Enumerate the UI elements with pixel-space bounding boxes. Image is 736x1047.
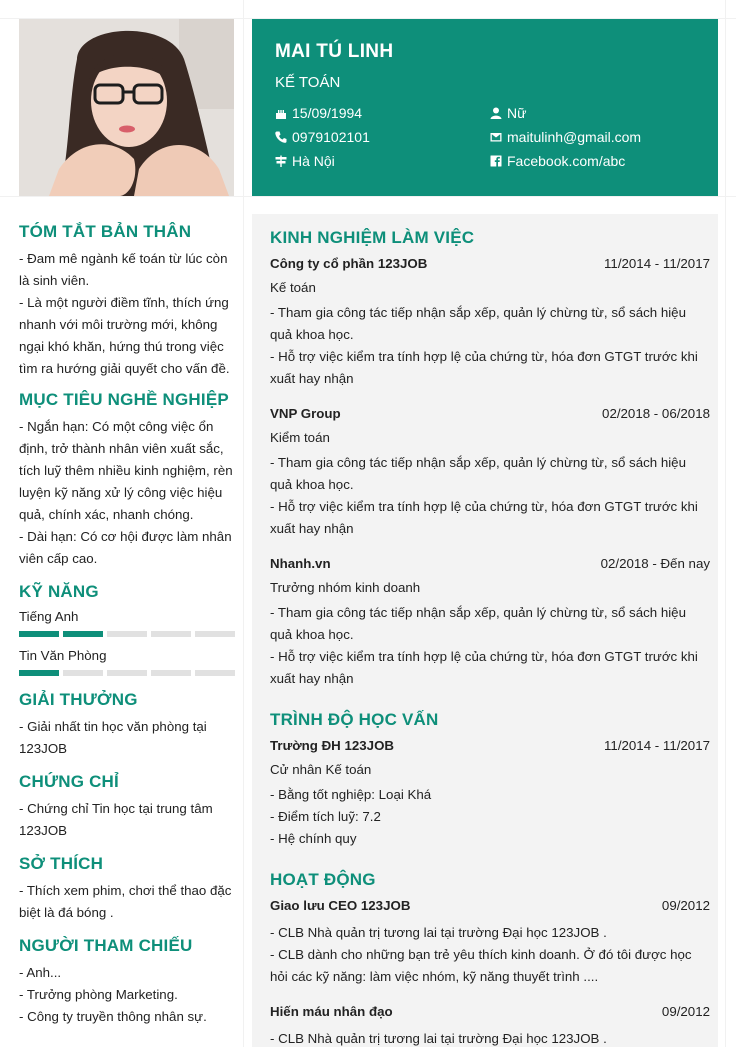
background-line xyxy=(243,0,244,1047)
entry-header xyxy=(270,404,710,424)
entry-line: - Hỗ trợ việc kiểm tra tính hợp lệ của chứng từ, hóa đơn GTGT trước khi xuất hay nhận xyxy=(270,499,698,536)
goal-section xyxy=(19,390,235,570)
experience-section xyxy=(270,228,710,690)
skill-segment xyxy=(63,670,103,676)
refs-line: - Công ty truyền thông nhân sự. xyxy=(19,1009,207,1024)
entry-organization: Nhanh.vn xyxy=(270,556,331,571)
activity-entry xyxy=(270,896,710,988)
hobbies-text: - Thích xem phim, chơi thể thao đặc biệt là đá bóng . xyxy=(19,883,232,920)
birthday-cake-icon xyxy=(275,107,287,119)
phone-value: 0979102101 xyxy=(292,129,370,145)
education-title: TRÌNH ĐỘ HỌC VẤN xyxy=(270,710,439,729)
hobbies-section xyxy=(19,854,235,924)
certs-section xyxy=(19,772,235,842)
summary-line: - Là một người điềm tĩnh, thích ứng nhanh với môi trường mới, không ngại khó khăn, hứng thú trong việc tìm ra hướng giải quyết cho vấn đề. xyxy=(19,295,230,376)
envelope-icon xyxy=(490,131,502,143)
address-row xyxy=(275,153,335,169)
activity-date: 09/2012 xyxy=(661,1004,710,1019)
entry-header xyxy=(270,736,710,756)
certs-title: CHỨNG CHỈ xyxy=(19,772,119,791)
activity-line: - CLB dành cho những bạn trẻ yêu thích kinh doanh. Ở đó tôi được học hỏi các kỹ năng: làm việc nhóm, kỹ năng thuyết trình .... xyxy=(270,947,692,984)
user-icon xyxy=(490,107,502,119)
education-date: 11/2014 - 11/2017 xyxy=(604,738,710,753)
entry-organization: Công ty cổ phần 123JOB xyxy=(270,256,428,271)
education-school: Trường ĐH 123JOB xyxy=(270,738,395,753)
entry-date: 02/2018 - Đến nay xyxy=(600,556,710,571)
awards-section xyxy=(19,690,235,760)
cv-header xyxy=(252,19,718,196)
phone-icon xyxy=(275,131,287,143)
activity-name: Hiến máu nhân đạo xyxy=(270,1004,393,1019)
entry-organization: VNP Group xyxy=(270,406,341,421)
summary-section xyxy=(19,222,235,380)
left-column xyxy=(19,214,235,1028)
skill-segment xyxy=(151,670,191,676)
entry-header xyxy=(270,254,710,274)
refs-line: - Trưởng phòng Marketing. xyxy=(19,987,178,1002)
experience-title: KINH NGHIỆM LÀM VIỆC xyxy=(270,228,475,247)
education-section xyxy=(270,710,710,850)
activity-line: - CLB Nhà quản trị tương lai tại trường Đại học 123JOB . xyxy=(270,1031,607,1046)
goal-line: - Ngắn hạn: Có một công việc ổn định, trở thành nhân viên xuất sắc, tích luỹ thêm nhiều kinh nghiệm, rèn luyện kỹ năng xử lý công việc hiệu quả, chính xác, nhanh chóng. xyxy=(19,419,233,522)
facebook-icon xyxy=(490,155,502,167)
education-line: - Điểm tích luỹ: 7.2 xyxy=(270,809,381,824)
skills-section xyxy=(19,582,235,676)
facebook-row xyxy=(490,153,625,169)
email-value[interactable]: maitulinh@gmail.com xyxy=(507,129,642,145)
activity-name: Giao lưu CEO 123JOB xyxy=(270,898,411,913)
summary-line: - Đam mê ngành kế toán từ lúc còn là sinh viên. xyxy=(19,251,228,288)
skill-name: Tin Văn Phòng xyxy=(19,648,107,663)
activities-title: HOẠT ĐỘNG xyxy=(270,870,376,889)
skill-segment xyxy=(151,631,191,637)
skill-segment xyxy=(195,670,235,676)
profile-photo xyxy=(19,19,234,196)
experience-entry xyxy=(270,554,710,690)
activity-line: - CLB Nhà quản trị tương lai tại trường Đại học 123JOB . xyxy=(270,925,607,940)
entry-position: Kế toán xyxy=(270,280,316,295)
awards-title: GIẢI THƯỞNG xyxy=(19,690,138,709)
entry-date: 11/2014 - 11/2017 xyxy=(604,256,710,271)
address-value: Hà Nội xyxy=(292,153,335,169)
entry-date: 02/2018 - 06/2018 xyxy=(602,406,710,421)
background-line xyxy=(725,0,726,1047)
entry-header xyxy=(270,554,710,574)
refs-title: NGƯỜI THAM CHIẾU xyxy=(19,936,193,955)
profile-photo-illustration xyxy=(19,19,234,196)
entry-line: - Tham gia công tác tiếp nhận sắp xếp, quản lý chừng từ, sổ sách hiệu quả khoa học. xyxy=(270,605,686,642)
education-line: - Bằng tốt nghiệp: Loại Khá xyxy=(270,787,432,802)
activity-date: 09/2012 xyxy=(661,898,710,913)
skill-name: Tiếng Anh xyxy=(19,609,79,624)
entry-line: - Tham gia công tác tiếp nhận sắp xếp, quản lý chừng từ, sổ sách hiệu quả khoa học. xyxy=(270,305,686,342)
experience-entry xyxy=(270,254,710,390)
entry-position: Trưởng nhóm kinh doanh xyxy=(270,580,421,595)
entry-line: - Hỗ trợ việc kiểm tra tính hợp lệ của chứng từ, hóa đơn GTGT trước khi xuất hay nhận xyxy=(270,349,698,386)
dob-row xyxy=(275,105,362,121)
skill-segment xyxy=(107,631,147,637)
refs-line: - Anh... xyxy=(19,965,62,980)
right-column xyxy=(270,228,710,1047)
entry-line: - Hỗ trợ việc kiểm tra tính hợp lệ của chứng từ, hóa đơn GTGT trước khi xuất hay nhận xyxy=(270,649,698,686)
email-row xyxy=(490,129,641,145)
education-degree: Cử nhân Kế toán xyxy=(270,762,372,777)
entry-header xyxy=(270,896,710,916)
entry-position: Kiểm toán xyxy=(270,430,330,445)
entry-header xyxy=(270,1002,710,1022)
skill-bar-office xyxy=(19,670,235,676)
skill-bar-english xyxy=(19,631,235,637)
skill-segment xyxy=(19,631,59,637)
goal-line: - Dài hạn: Có cơ hội được làm nhân viên cấp cao. xyxy=(19,529,232,566)
skill-segment xyxy=(107,670,147,676)
summary-title: TÓM TẮT BẢN THÂN xyxy=(19,222,192,241)
background-line xyxy=(0,196,736,197)
skill-segment xyxy=(195,631,235,637)
gender-row xyxy=(490,105,526,121)
awards-text: - Giải nhất tin học văn phòng tại 123JOB xyxy=(19,719,207,756)
activity-entry xyxy=(270,1002,710,1047)
skills-title: KỸ NĂNG xyxy=(19,582,99,601)
dob-value: 15/09/1994 xyxy=(292,105,363,121)
facebook-value[interactable]: Facebook.com/abc xyxy=(507,153,626,169)
certs-text: - Chứng chỉ Tin học tại trung tâm 123JOB xyxy=(19,801,213,838)
skill-segment xyxy=(19,670,59,676)
education-line: - Hệ chính quy xyxy=(270,831,357,846)
signpost-icon xyxy=(275,155,287,167)
activities-section xyxy=(270,870,710,1047)
hobbies-title: SỞ THÍCH xyxy=(19,854,104,873)
goal-title: MỤC TIÊU NGHỀ NGHIỆP xyxy=(19,390,229,409)
refs-section xyxy=(19,936,235,1028)
gender-value: Nữ xyxy=(507,105,527,121)
candidate-name: MAI TÚ LINH xyxy=(275,41,394,62)
entry-line: - Tham gia công tác tiếp nhận sắp xếp, quản lý chừng từ, sổ sách hiệu quả khoa học. xyxy=(270,455,686,492)
phone-row xyxy=(275,129,370,145)
skill-segment xyxy=(63,631,103,637)
candidate-role: KẾ TOÁN xyxy=(275,74,341,91)
experience-entry xyxy=(270,404,710,540)
